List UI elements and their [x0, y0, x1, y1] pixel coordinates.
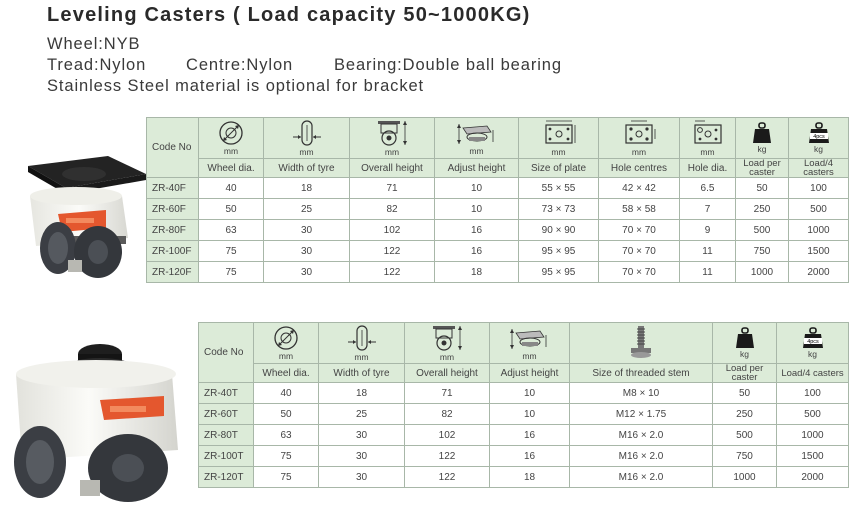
table-cell: 18 — [264, 178, 350, 199]
load-icon-cell — [713, 323, 777, 364]
code-cell: ZR-100F — [147, 241, 199, 262]
table-cell: 82 — [350, 199, 435, 220]
load-4pcs-weight-icon — [802, 327, 824, 349]
table-cell: 75 — [199, 262, 264, 283]
threaded-stem-icon — [629, 325, 653, 361]
table-cell: 122 — [405, 446, 490, 467]
col-overall-height: Overall height — [405, 364, 490, 383]
centre-spec: Centre:Nylon — [186, 56, 294, 74]
table-cell: M16 × 2.0 — [570, 446, 713, 467]
table-cell: 10 — [490, 404, 570, 425]
table-cell: 6.5 — [680, 178, 736, 199]
table-cell: 16 — [490, 425, 570, 446]
table-cell: 30 — [319, 467, 405, 488]
col-hole-dia: Hole dia. — [680, 159, 736, 178]
table-cell: M12 × 1.75 — [570, 404, 713, 425]
4pcs-badge: 4pcs — [806, 339, 819, 345]
overall-height-icon — [374, 119, 410, 147]
tread-spec: Tread:Nylon — [47, 56, 147, 74]
table-cell: 750 — [736, 241, 789, 262]
wheel-diameter-icon — [273, 325, 299, 351]
col-threaded-stem: Size of threaded stem — [570, 364, 713, 383]
page-title: Leveling Casters ( Load capacity 50~1000KG) — [47, 4, 531, 26]
code-no-header: Code No — [147, 118, 199, 178]
table-cell: 1500 — [777, 446, 849, 467]
table-cell: M16 × 2.0 — [570, 425, 713, 446]
table-cell: 63 — [254, 425, 319, 446]
table-cell: 40 — [199, 178, 264, 199]
wheel-dia-icon-cell — [199, 118, 264, 159]
wheel-spec: Wheel:NYB — [47, 35, 141, 53]
col-adjust-height: Adjust height — [490, 364, 570, 383]
col-width-of-tyre: Width of tyre — [264, 159, 350, 178]
code-cell: ZR-80F — [147, 220, 199, 241]
table-cell: 10 — [490, 383, 570, 404]
unit-label: kg — [814, 144, 823, 154]
load-weight-icon — [735, 327, 755, 349]
table-cell: 2000 — [777, 467, 849, 488]
table-cell: 500 — [713, 425, 777, 446]
table-cell: 50 — [199, 199, 264, 220]
table-cell: 9 — [680, 220, 736, 241]
table-cell: 11 — [680, 262, 736, 283]
unit-label: mm — [299, 147, 314, 157]
table-cell: 50 — [713, 383, 777, 404]
code-cell: ZR-40T — [199, 383, 254, 404]
col-overall-height: Overall height — [350, 159, 435, 178]
bracket-note: Stainless Steel material is optional for bracket — [47, 77, 425, 95]
table-cell: 16 — [490, 446, 570, 467]
table-cell: 10 — [435, 178, 519, 199]
table-cell: 25 — [319, 404, 405, 425]
table-cell: 75 — [199, 241, 264, 262]
unit-label: mm — [700, 147, 715, 157]
unit-label: mm — [551, 147, 566, 157]
col-size-of-plate: Size of plate — [519, 159, 599, 178]
unit-label: mm — [278, 351, 294, 361]
table-cell: 30 — [264, 220, 350, 241]
table-cell: 2000 — [789, 262, 849, 283]
table-cell: 70 × 70 — [599, 262, 680, 283]
table-cell: 7 — [680, 199, 736, 220]
table-cell: 18 — [319, 383, 405, 404]
col-load-per-caster: Load per caster — [736, 159, 789, 178]
adjust-height-icon-cell — [490, 323, 570, 364]
load4-icon-cell — [777, 323, 849, 364]
tyre-width-icon-cell — [319, 323, 405, 364]
code-cell: ZR-80T — [199, 425, 254, 446]
code-cell: ZR-100T — [199, 446, 254, 467]
overall-height-icon-cell — [350, 118, 435, 159]
table-cell: 750 — [713, 446, 777, 467]
plate-caster-table — [146, 117, 849, 283]
table-cell: 11 — [680, 241, 736, 262]
table-cell: 95 × 95 — [519, 241, 599, 262]
code-cell: ZR-60F — [147, 199, 199, 220]
threaded-stem-icon-cell — [570, 323, 713, 364]
tyre-width-icon-cell — [264, 118, 350, 159]
table-row — [199, 404, 849, 425]
table-cell: 70 × 70 — [599, 241, 680, 262]
hole-centres-icon — [620, 119, 658, 147]
table-cell: 58 × 58 — [599, 199, 680, 220]
table-row — [199, 446, 849, 467]
material-specs — [47, 56, 562, 75]
table-cell: M8 × 10 — [570, 383, 713, 404]
table-cell: 75 — [254, 446, 319, 467]
load-icon-cell — [736, 118, 789, 159]
table-cell: 16 — [435, 241, 519, 262]
hole-centres-icon-cell — [599, 118, 680, 159]
table-cell: 82 — [405, 404, 490, 425]
table-cell: 100 — [777, 383, 849, 404]
col-wheel-dia: Wheel dia. — [254, 364, 319, 383]
table-cell: 30 — [319, 446, 405, 467]
table-cell: 500 — [789, 199, 849, 220]
table-cell: 18 — [435, 262, 519, 283]
table-cell: 71 — [350, 178, 435, 199]
table-cell: 102 — [405, 425, 490, 446]
code-cell: ZR-120T — [199, 467, 254, 488]
load4-icon-cell — [789, 118, 849, 159]
col-wheel-dia: Wheel dia. — [199, 159, 264, 178]
table-cell: 250 — [736, 199, 789, 220]
unit-label: mm — [469, 146, 484, 156]
table-cell: 90 × 90 — [519, 220, 599, 241]
plate-size-icon-cell — [519, 118, 599, 159]
wheel-diameter-icon — [218, 120, 244, 146]
col-load-per-caster: Load per caster — [713, 364, 777, 383]
table-cell: 250 — [713, 404, 777, 425]
table-cell: 75 — [254, 467, 319, 488]
table-cell: 70 × 70 — [599, 220, 680, 241]
code-cell: ZR-120F — [147, 262, 199, 283]
code-no-header: Code No — [199, 323, 254, 383]
caster-plate-top-image — [18, 148, 153, 288]
table-row — [147, 241, 849, 262]
unit-label: mm — [354, 352, 369, 362]
col-load-4-casters: Load/4 casters — [777, 364, 849, 383]
code-cell: ZR-40F — [147, 178, 199, 199]
table-cell: 122 — [405, 467, 490, 488]
unit-label: mm — [223, 146, 239, 156]
table-row — [147, 178, 849, 199]
table-cell: 16 — [435, 220, 519, 241]
hole-diameter-icon — [691, 119, 725, 147]
col-width-of-tyre: Width of tyre — [319, 364, 405, 383]
table-cell: 30 — [264, 262, 350, 283]
table-row — [199, 425, 849, 446]
table-cell: 50 — [736, 178, 789, 199]
unit-label: kg — [808, 349, 817, 359]
code-cell: ZR-60T — [199, 404, 254, 425]
table-cell: 100 — [789, 178, 849, 199]
table-cell: 10 — [435, 199, 519, 220]
col-hole-centres: Hole centres — [599, 159, 680, 178]
table-cell: M16 × 2.0 — [570, 467, 713, 488]
table-cell: 42 × 42 — [599, 178, 680, 199]
table-cell: 50 — [254, 404, 319, 425]
table-row — [147, 220, 849, 241]
unit-label: mm — [631, 147, 647, 157]
overall-height-icon-cell — [405, 323, 490, 364]
overall-height-icon — [429, 324, 465, 352]
bearing-spec: Bearing:Double ball bearing — [334, 56, 562, 74]
table-cell: 500 — [777, 404, 849, 425]
4pcs-badge: 4pcs — [812, 134, 825, 140]
table-cell: 73 × 73 — [519, 199, 599, 220]
unit-label: kg — [740, 349, 749, 359]
load-4pcs-weight-icon — [808, 122, 830, 144]
hole-dia-icon-cell — [680, 118, 736, 159]
table-cell: 1000 — [789, 220, 849, 241]
table-cell: 102 — [350, 220, 435, 241]
table-cell: 30 — [319, 425, 405, 446]
table-cell: 40 — [254, 383, 319, 404]
unit-label: mm — [522, 351, 537, 361]
table-cell: 122 — [350, 241, 435, 262]
adjust-height-icon — [510, 325, 550, 351]
load-weight-icon — [752, 122, 772, 144]
tyre-width-icon — [292, 119, 322, 147]
table-cell: 25 — [264, 199, 350, 220]
tyre-width-icon — [347, 324, 377, 352]
caster-stem-mount-image — [8, 330, 190, 510]
table-cell: 1000 — [736, 262, 789, 283]
col-adjust-height: Adjust height — [435, 159, 519, 178]
unit-label: mm — [384, 147, 400, 157]
table-row — [199, 467, 849, 488]
table-row — [199, 383, 849, 404]
unit-label: kg — [757, 144, 767, 154]
table-row — [147, 199, 849, 220]
table-cell: 71 — [405, 383, 490, 404]
table-cell: 95 × 95 — [519, 262, 599, 283]
table-cell: 122 — [350, 262, 435, 283]
unit-label: mm — [439, 352, 455, 362]
table-cell: 18 — [490, 467, 570, 488]
table-cell: 30 — [264, 241, 350, 262]
table-cell: 1000 — [777, 425, 849, 446]
table-cell: 1000 — [713, 467, 777, 488]
wheel-dia-icon-cell — [254, 323, 319, 364]
adjust-height-icon — [457, 120, 497, 146]
adjust-height-icon-cell — [435, 118, 519, 159]
plate-size-icon — [540, 119, 578, 147]
table-cell: 63 — [199, 220, 264, 241]
table-cell: 1500 — [789, 241, 849, 262]
col-load-4-casters: Load/4 casters — [789, 159, 849, 178]
table-cell: 500 — [736, 220, 789, 241]
table-cell: 55 × 55 — [519, 178, 599, 199]
stem-caster-table — [198, 322, 849, 488]
table-row — [147, 262, 849, 283]
